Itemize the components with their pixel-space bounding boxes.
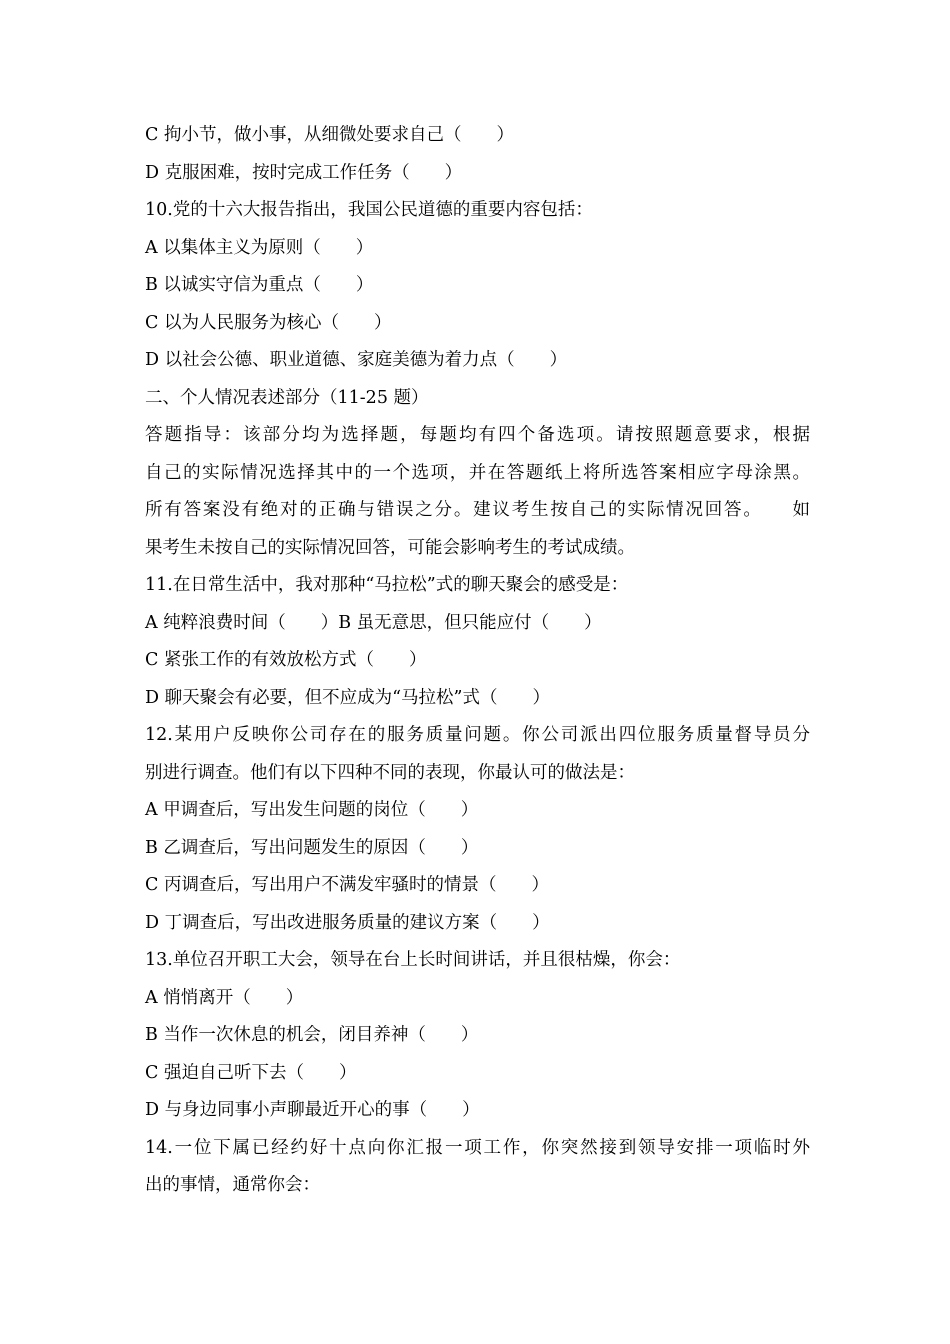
option-b-q13: B 当作一次休息的机会，闭目养神（ ） [145,1025,479,1045]
section-heading: 二、个人情况表述部分（11-25 题） [145,387,429,408]
instructions-line-2: 自己的实际情况选择其中的一个选项，并在答题纸上将所选答案相应字母涂黑。 [145,462,810,483]
option-d-q11: D 聊天聚会有必要，但不应成为“马拉松”式（ ） [145,687,550,708]
question-12-line-1: 12.某用户反映你公司存在的服务质量问题。你公司派出四位服务质量督导员分 [145,725,810,745]
option-c-q13: C 强迫自己听下去（ ） [145,1062,357,1083]
option-d-q9: D 克服困难，按时完成工作任务（ ） [145,162,463,183]
option-c-q11: C 紧张工作的有效放松方式（ ） [145,650,427,670]
option-b-q12: B 乙调查后，写出问题发生的原因（ ） [145,837,479,858]
question-12-line-2: 别进行调查。他们有以下四种不同的表现，你最认可的做法是： [145,762,635,783]
option-b-q10: B 以诚实守信为重点（ ） [145,275,374,295]
option-d-q13: D 与身边同事小声聊最近开心的事（ ） [145,1100,480,1120]
question-13: 13.单位召开职工大会，领导在台上长时间讲话，并且很枯燥，你会： [145,950,681,970]
option-d-q10: D 以社会公德、职业道德、家庭美德为着力点（ ） [145,350,568,370]
option-a-q12: A 甲调查后，写出发生问题的岗位（ ） [145,800,479,820]
question-14-line-1: 14.一位下属已经约好十点向你汇报一项工作，你突然接到领导安排一项临时外 [145,1137,810,1158]
option-a-q10: A 以集体主义为原则（ ） [145,237,374,258]
option-c-q10: C 以为人民服务为核心（ ） [145,312,392,333]
option-c-q9: C 拘小节，做小事，从细微处要求自己（ ） [145,125,514,145]
question-10: 10.党的十六大报告指出，我国公民道德的重要内容包括： [145,200,593,220]
instructions-line-4: 果考生未按自己的实际情况回答，可能会影响考生的考试成绩。 [145,537,635,558]
option-c-q12: C 丙调查后，写出用户不满发牢骚时的情景（ ） [145,875,549,895]
option-a-q13: A 悄悄离开（ ） [145,987,304,1008]
instructions-line-1: 答题指导：该部分均为选择题，每题均有四个备选项。请按照题意要求，根据 [145,425,810,445]
question-11: 11.在日常生活中，我对那种“马拉松”式的聊天聚会的感受是： [145,575,629,595]
instructions-line-3: 所有答案没有绝对的正确与错误之分。建议考生按自己的实际情况回答。 如 [145,500,810,520]
option-d-q12: D 丁调查后，写出改进服务质量的建议方案（ ） [145,912,550,933]
options-ab-q11: A 纯粹浪费时间（ ）B 虽无意思，但只能应付（ ） [145,612,602,633]
document-body [145,117,810,1205]
question-14-line-2: 出的事情，通常你会： [145,1175,320,1195]
